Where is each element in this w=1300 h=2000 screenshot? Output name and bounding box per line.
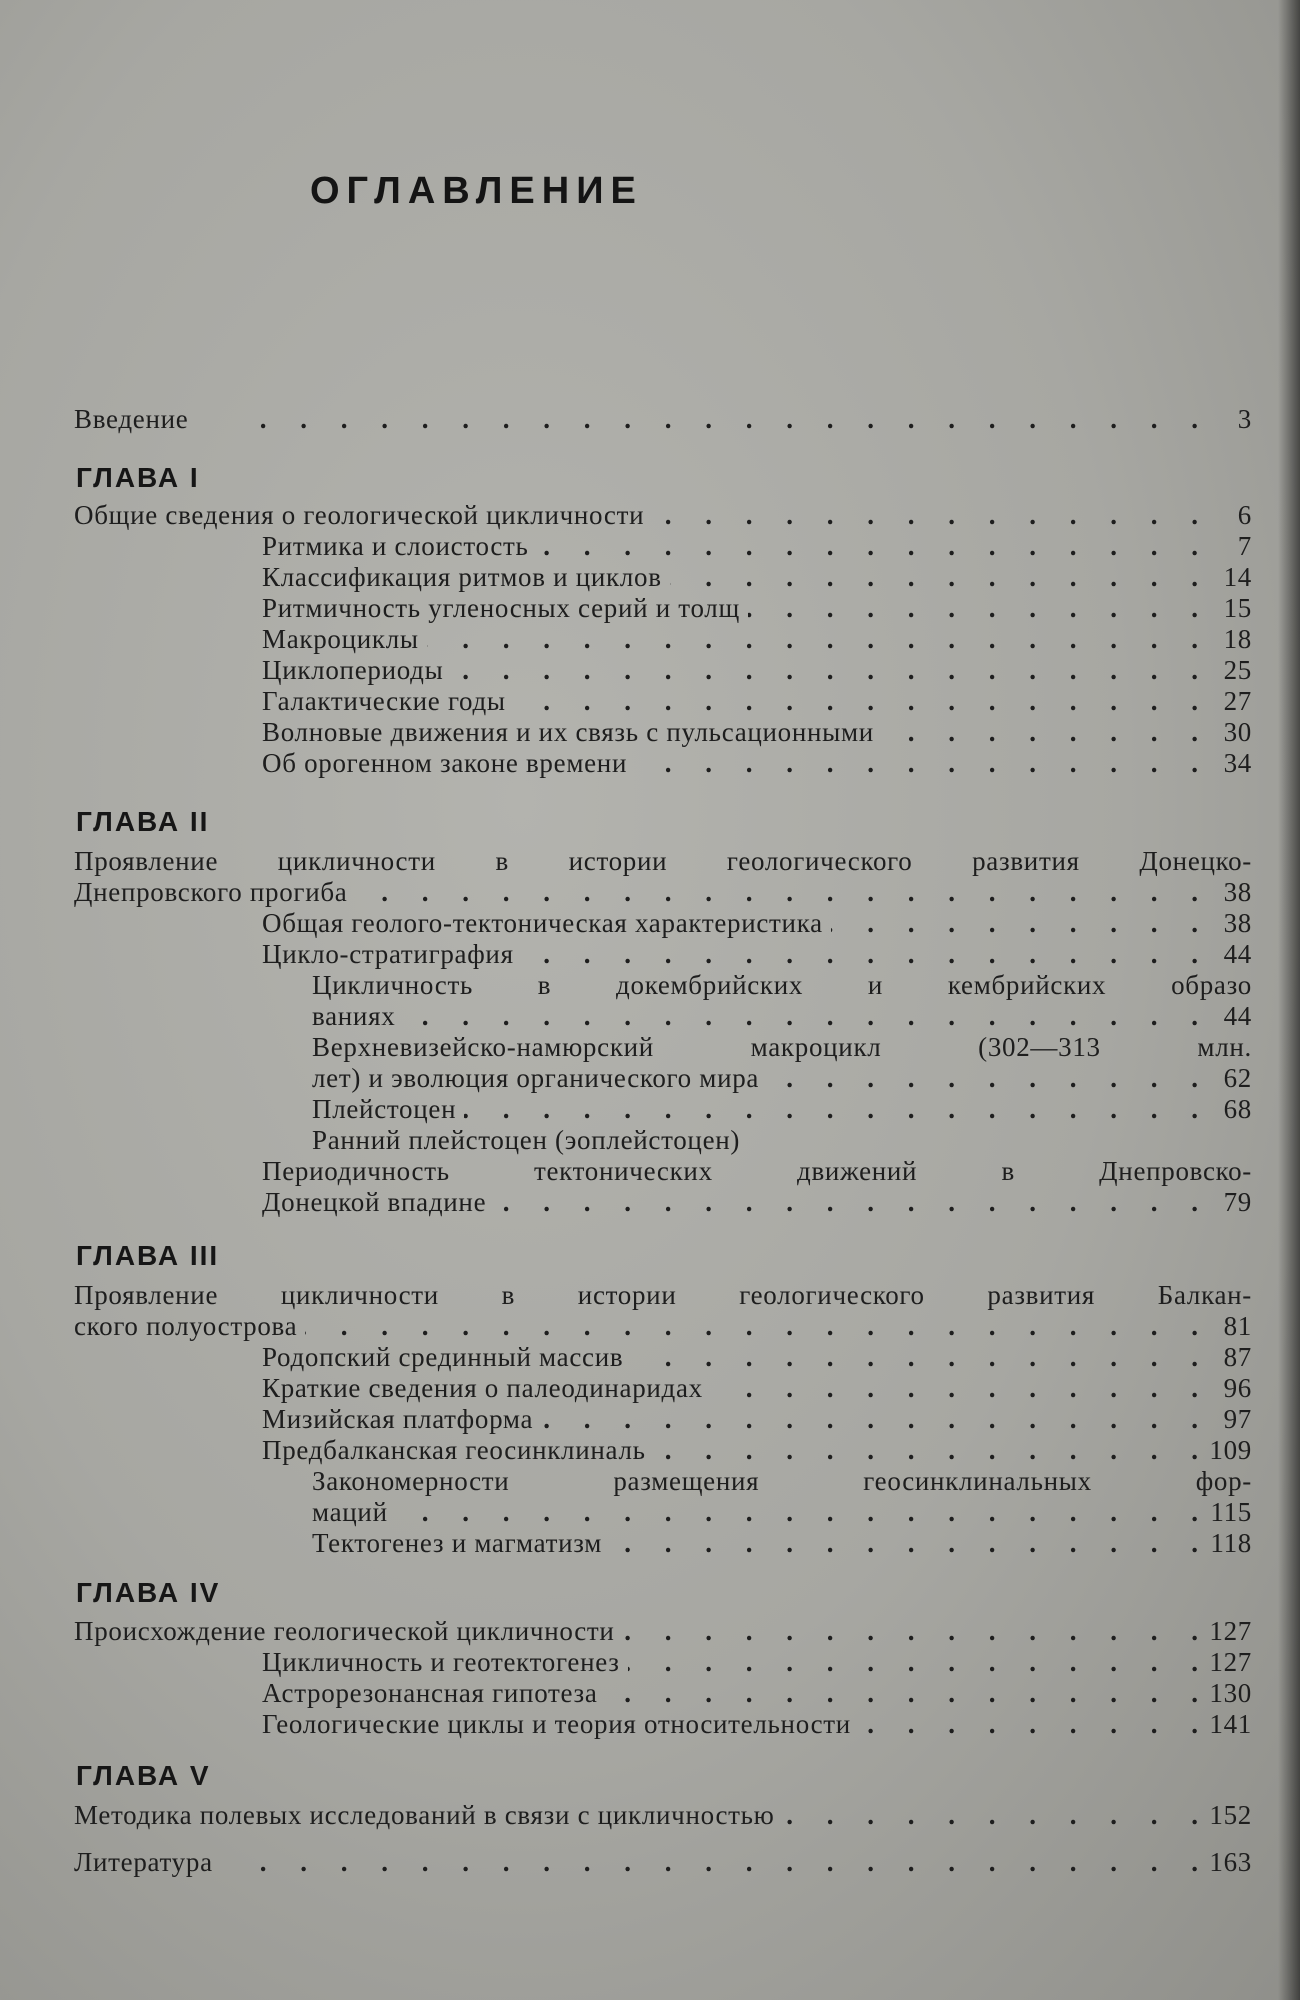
toc-entry-page: 87: [1223, 1342, 1252, 1372]
leader-dots: [748, 593, 1198, 623]
leader-dots: [882, 717, 1198, 747]
toc-entry-text: Классификация ритмов и циклов: [262, 562, 662, 592]
toc-entry-text: Галактические годы: [262, 686, 506, 716]
toc-entry-page: 141: [1209, 1709, 1252, 1739]
toc-entry-text: Об орогенном законе времени: [262, 748, 628, 778]
toc-entry-page: 127: [1209, 1616, 1252, 1646]
chapter-heading-1: ГЛАВА I: [76, 462, 200, 493]
toc-entry: [312, 1125, 1252, 1155]
leader-dots: [831, 908, 1198, 938]
toc-entry-text: Цикло-стратиграфия: [262, 939, 514, 969]
toc-entry: [74, 1311, 1252, 1341]
toc-entry: [312, 1528, 1252, 1558]
toc-entry-page: 97: [1223, 1404, 1252, 1434]
toc-entry-page: 163: [1209, 1847, 1252, 1877]
toc-entry-page: 68: [1223, 1094, 1252, 1124]
toc-entry-text: Донецкой впадине: [262, 1187, 487, 1217]
toc-entry-text: ваниях: [312, 1001, 396, 1031]
chapter-heading-4: ГЛАВА IV: [76, 1577, 221, 1608]
toc-entry-text: Мизийская платформа: [262, 1404, 534, 1434]
toc-entry: [262, 686, 1252, 716]
toc-entry-text: Проявление цикличности в истории геологического развития Донецко-: [74, 846, 1252, 876]
toc-entry-text: Периодичность тектонических движений в Днепровско-: [262, 1156, 1252, 1186]
leader-dots: [494, 1187, 1198, 1217]
toc-entry: [312, 1497, 1252, 1527]
toc-entry-page: 81: [1223, 1311, 1252, 1341]
toc-entry-text: Общая геолого-тектоническая характеристика: [262, 908, 823, 938]
toc-entry-text: Ранний плейстоцен (эоплейстоцен): [312, 1125, 741, 1155]
page-title: ОГЛАВЛЕНИЕ: [310, 170, 643, 212]
toc-entry: [262, 908, 1252, 938]
toc-entry-page: 7: [1237, 531, 1252, 561]
leader-dots: [464, 1094, 1198, 1124]
leader-dots: [654, 1435, 1198, 1465]
toc-entry-page: 115: [1210, 1497, 1252, 1527]
toc-entry-text: Происхождение геологической цикличности: [74, 1616, 615, 1646]
toc-entry-text: Методика полевых исследований в связи с цикличностью: [74, 1800, 775, 1830]
toc-entry: [262, 1678, 1252, 1708]
toc-entry-text: Закономерности размещения геосинклинальных фор-: [312, 1466, 1252, 1496]
toc-entry-text: Днепровского прогиба: [74, 877, 348, 907]
toc-entry-page: 38: [1223, 908, 1252, 938]
leader-dots: [652, 500, 1198, 530]
toc-entry: [312, 1466, 1252, 1496]
toc-entry: [262, 1404, 1252, 1434]
toc-entry: [74, 877, 1252, 907]
toc-entry-page: 3: [1237, 404, 1252, 434]
toc-entry-text: Краткие сведения о палеодинаридах: [262, 1373, 703, 1403]
toc-entry-text: Астрорезонансная гипотеза: [262, 1678, 598, 1708]
leader-dots: [631, 1342, 1198, 1372]
toc-entry-page: 44: [1223, 939, 1252, 969]
leader-dots: [711, 1373, 1198, 1403]
leader-dots: [623, 1616, 1198, 1646]
toc-entry: [312, 1001, 1252, 1031]
toc-entry: [262, 1373, 1252, 1403]
toc-entry: [74, 846, 1252, 876]
toc-entry: [262, 624, 1252, 654]
toc-entry-text: Цикличность в докембрийских и кембрийских образо: [312, 970, 1252, 1000]
leader-dots: [522, 939, 1198, 969]
toc-entry-page: 79: [1223, 1187, 1252, 1217]
chapter-heading-2: ГЛАВА II: [76, 806, 210, 837]
toc-entry-page: 14: [1223, 562, 1252, 592]
toc-entry-page: 130: [1209, 1678, 1252, 1708]
leader-dots: [541, 1404, 1198, 1434]
toc-entry-page: 18: [1223, 624, 1252, 654]
leader-dots: [635, 748, 1198, 778]
toc-entry: [262, 1647, 1252, 1677]
toc-entry: [262, 748, 1252, 778]
toc-entry: [312, 1063, 1252, 1093]
toc-entry-text: Макроциклы: [262, 624, 419, 654]
leader-dots: [396, 1497, 1198, 1527]
toc-entry: [74, 500, 1252, 530]
toc-entry-page: 44: [1223, 1001, 1252, 1031]
toc-entry: [262, 1156, 1252, 1186]
toc-entry-text: Геологические циклы и теория относительности: [262, 1709, 851, 1739]
toc-entry: [312, 1032, 1252, 1062]
toc-entry-page: 38: [1223, 877, 1252, 907]
toc-entry: [262, 593, 1252, 623]
toc-entry: [74, 1616, 1252, 1646]
leader-dots: [610, 1528, 1198, 1558]
toc-entry: [74, 1280, 1252, 1310]
toc-entry: [262, 655, 1252, 685]
toc-entry-text: Тектогенез и магматизм: [312, 1528, 603, 1558]
toc-entry: [262, 531, 1252, 561]
toc-entry: [262, 562, 1252, 592]
leader-dots: [221, 1847, 1198, 1877]
leader-dots: [355, 877, 1198, 907]
toc-entry-text: Верхневизейско-намюрский макроцикл (302—313 млн.: [312, 1032, 1252, 1062]
toc-entry-page: 34: [1223, 748, 1252, 778]
toc-entry: [312, 1094, 1252, 1124]
leader-dots: [514, 686, 1198, 716]
leader-dots: [767, 1063, 1198, 1093]
toc-entry-page: 27: [1223, 686, 1252, 716]
chapter-heading-5: ГЛАВА V: [76, 1760, 211, 1791]
toc-entry-text: Циклопериоды: [262, 655, 444, 685]
leader-dots: [451, 655, 1198, 685]
toc-entry-page: 96: [1223, 1373, 1252, 1403]
toc-entry: [262, 1709, 1252, 1739]
toc-entry-text: Волновые движения и их связь с пульсационными: [262, 717, 874, 747]
toc-entry-page: 25: [1223, 655, 1252, 685]
toc-entry-text: Плейстоцен: [312, 1094, 457, 1124]
toc-entry-page: 118: [1210, 1528, 1252, 1558]
leader-dots: [670, 562, 1198, 592]
toc-entry-text: Общие сведения о геологической цикличности: [74, 500, 645, 530]
toc-entry-text: Проявление цикличности в истории геологического развития Балкан-: [74, 1280, 1252, 1310]
toc-entry-text: маций: [312, 1497, 388, 1527]
toc-entry-text: Родопский срединный массив: [262, 1342, 624, 1372]
toc-entry-text: Ритмичность угленосных серий и толщ: [262, 593, 740, 623]
toc-entry-text: Введение: [74, 404, 189, 434]
toc-entry: [312, 970, 1252, 1000]
toc-entry-page: 62: [1223, 1063, 1252, 1093]
leader-dots: [606, 1678, 1198, 1708]
toc-entry: [262, 939, 1252, 969]
toc-entry: [74, 1800, 1252, 1830]
leader-dots: [305, 1311, 1198, 1341]
toc-entry-text: лет) и эволюция органического мира: [312, 1063, 760, 1093]
leader-dots: [427, 624, 1198, 654]
toc-entry-text: Предбалканская геосинклиналь: [262, 1435, 646, 1465]
leader-dots: [783, 1800, 1198, 1830]
toc-entry-text: Ритмика и слоистость: [262, 531, 529, 561]
toc-entry-page: 15: [1223, 593, 1252, 623]
toc-entry: [262, 1187, 1252, 1217]
toc-entry-page: 127: [1209, 1647, 1252, 1677]
toc-entry-literature: [74, 1847, 1252, 1877]
toc-entry: [262, 717, 1252, 747]
leader-dots: [403, 1001, 1198, 1031]
leader-dots: [859, 1709, 1198, 1739]
chapter-heading-3: ГЛАВА III: [76, 1240, 220, 1271]
leader-dots: [628, 1647, 1198, 1677]
toc-entry-text: Цикличность и геотектогенез: [262, 1647, 620, 1677]
leader-dots: [196, 404, 1198, 434]
toc-entry-page: 152: [1209, 1800, 1252, 1830]
toc-entry: [262, 1435, 1252, 1465]
toc-entry-text: ского полуострова: [74, 1311, 298, 1341]
toc-entry-intro: [74, 404, 1252, 434]
toc-entry: [262, 1342, 1252, 1372]
toc-entry-page: 6: [1237, 500, 1252, 530]
toc-entry-text: Литература: [74, 1847, 213, 1877]
toc-entry-page: 109: [1209, 1435, 1252, 1465]
toc-entry-page: 30: [1223, 717, 1252, 747]
leader-dots: [537, 531, 1198, 561]
